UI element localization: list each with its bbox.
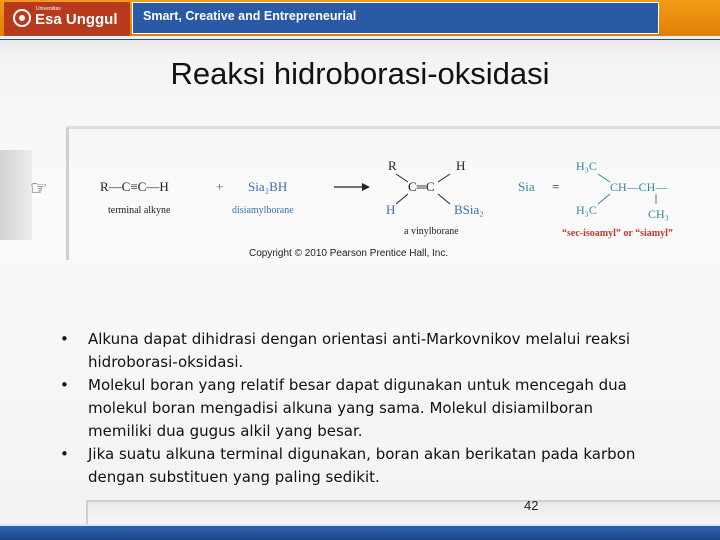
h3c-bottom: H₃C [576, 203, 597, 217]
reagent-formula: Sia₂BH [248, 179, 288, 194]
product-BSia: BSia₂ [454, 202, 484, 217]
logo-emblem-icon [13, 9, 31, 27]
reaction-arrow-icon [334, 183, 370, 191]
product-H-bottom: H [386, 202, 396, 217]
bullet-dot: • [60, 330, 69, 348]
product-CC: C═C [408, 179, 435, 194]
product-H-top: H [456, 158, 466, 173]
tagline-box [132, 2, 659, 34]
ch3: CH₃ [648, 207, 669, 221]
equals-sign: = [552, 179, 560, 194]
page-number: 42 [524, 498, 539, 513]
pointing-hand-icon: ☞ [30, 176, 48, 200]
alkyne-label: terminal alkyne [108, 205, 171, 216]
bullet-dot: • [60, 445, 69, 463]
bullet-dot: • [60, 376, 69, 394]
side-shade [0, 150, 32, 240]
header-divider-blue [0, 39, 720, 40]
bullet-list [60, 328, 660, 489]
plus-sign: + [216, 179, 224, 194]
bullet-text: Molekul boran yang relatif besar dapat digunakan untuk mencegah dua molekul boran mengadisi alkuna yang sama. Molekul disiamilboran memiliki dua gugus alkil yang besar. [88, 376, 627, 440]
footer-bar [0, 526, 720, 540]
slide-title: Reaksi hidroborasi-oksidasi [170, 56, 550, 91]
reaction-scheme [90, 150, 720, 262]
logo-text: Esa Unggul [35, 11, 118, 28]
content-frame-left [66, 128, 69, 260]
bullet-text: Alkuna dapat dihidrasi dengan orientasi anti-Markovnikov melalui reaksi hidroborasi-oksidasi. [88, 330, 631, 371]
alkyne-formula: R—C≡C—H [100, 179, 169, 194]
product-R: R [388, 158, 397, 173]
reagent-label: disiamylborane [232, 205, 294, 216]
university-logo [4, 2, 130, 36]
logo-small-text: Universitas [36, 6, 61, 12]
header-bar [0, 0, 720, 38]
sia-label: Sia [518, 179, 535, 194]
reaction-diagram [90, 150, 720, 262]
product-label: a vinylborane [404, 226, 459, 237]
tagline: Smart, Creative and Entrepreneurial [143, 9, 357, 23]
sia-name: “sec-isoamyl” or “siamyl” [562, 228, 673, 239]
bullet-item [60, 374, 660, 443]
bullet-item [60, 443, 660, 489]
h3c-top: H₃C [576, 159, 597, 173]
content-frame-top [66, 126, 720, 129]
footer-band [86, 500, 720, 524]
bullet-item [60, 328, 660, 374]
bullet-text: Jika suatu alkuna terminal digunakan, boran akan berikatan pada karbon dengan substituen yang paling sedikit. [88, 445, 636, 486]
copyright-note: Copyright © 2010 Pearson Prentice Hall, Inc. [249, 248, 449, 259]
ch-chain: CH—CH— [610, 180, 668, 194]
